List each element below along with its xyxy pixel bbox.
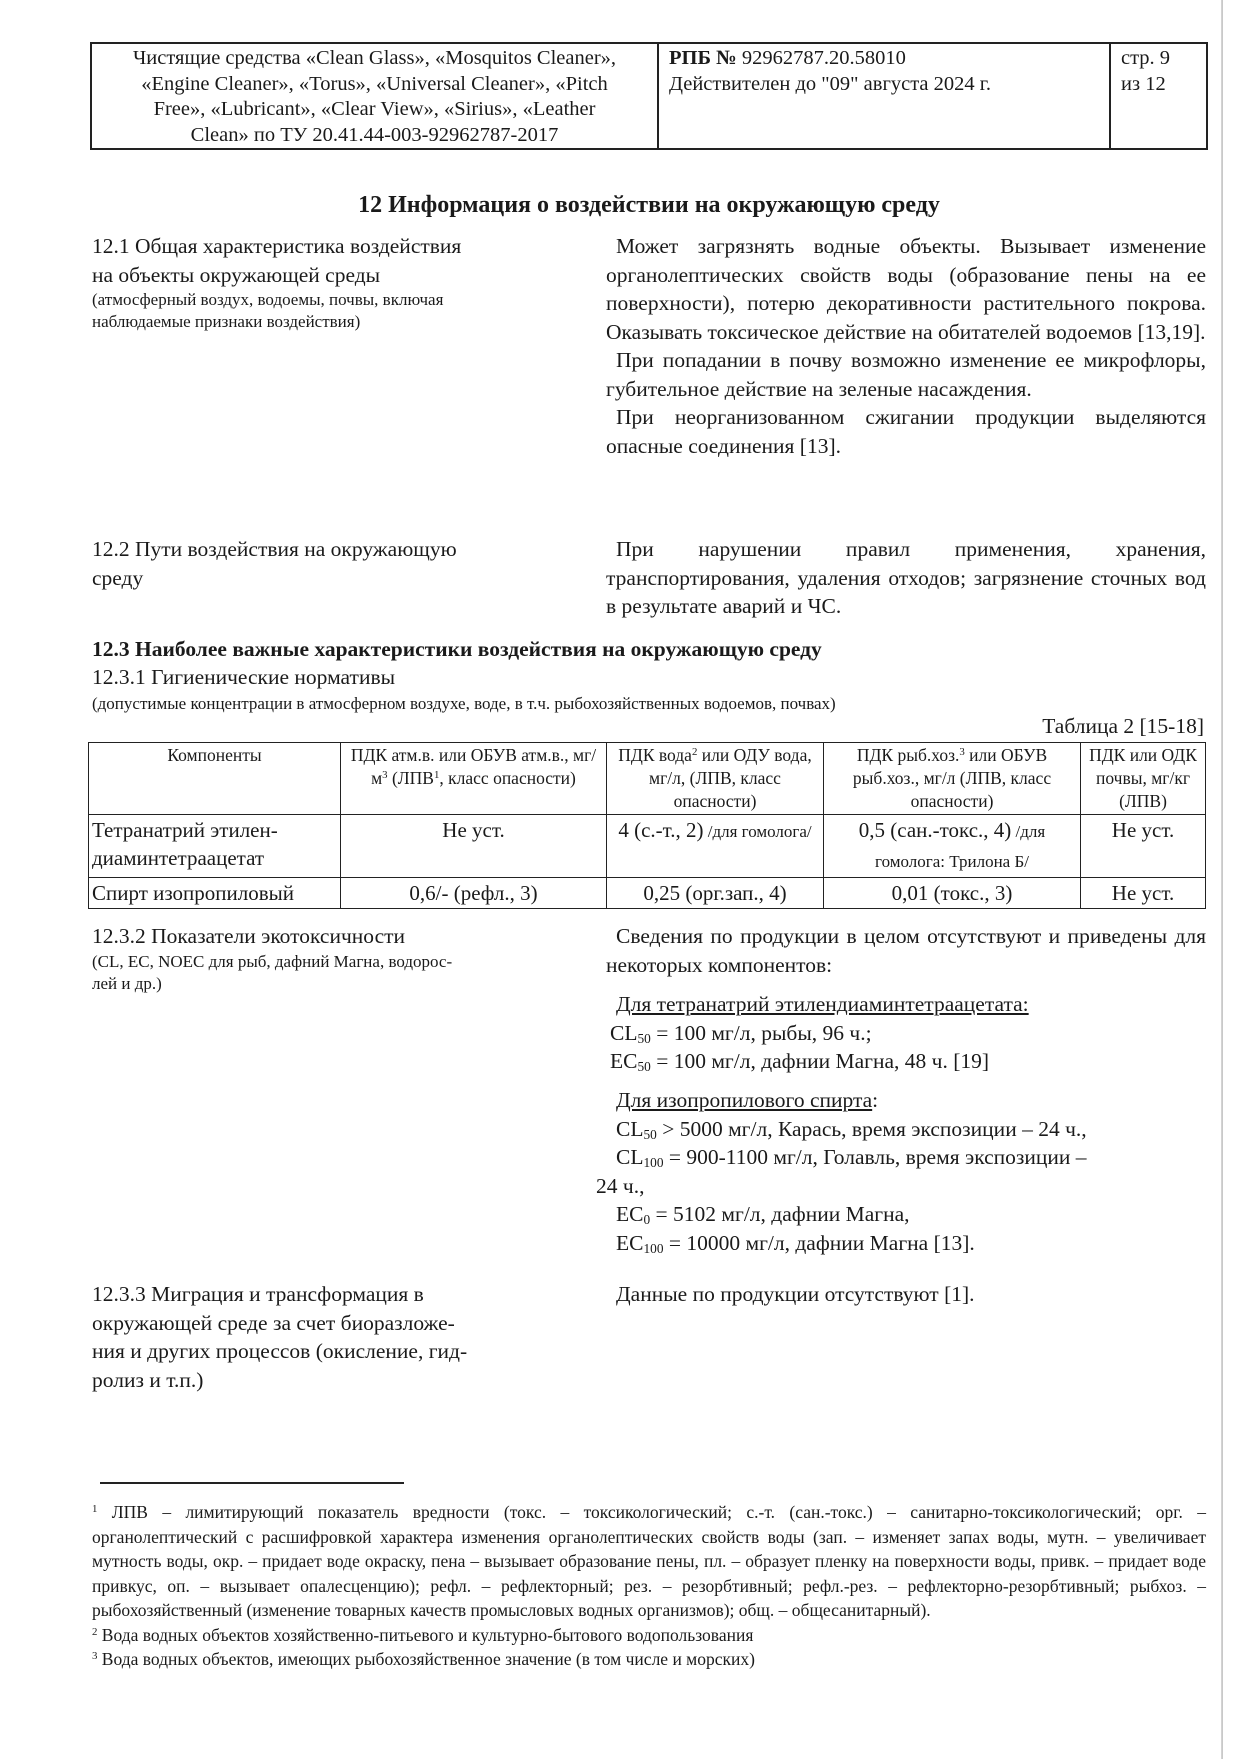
hygiene-standards-table bbox=[88, 742, 1206, 909]
col-header-text: ПДК вода bbox=[618, 745, 692, 765]
table-row bbox=[89, 878, 1206, 909]
page-current: стр. 9 bbox=[1121, 47, 1171, 69]
cell-water bbox=[607, 815, 824, 878]
s12-1-paragraph: При попадании в почву возможно изменение ее микрофлоры, губительное действие на зеленые насаждения. bbox=[606, 348, 1206, 401]
scan-edge-line bbox=[1221, 0, 1223, 1759]
s12-3-3-line: ролиз и т.п.) bbox=[92, 1367, 204, 1392]
cell-soil: Не уст. bbox=[1081, 878, 1206, 909]
col-header-text: или ОБУВ рыб.хоз., мг/л (ЛПВ, класс опасности) bbox=[852, 745, 1052, 811]
metric-text: = 100 мг/л, дафнии Магна, 48 ч. [19] bbox=[650, 1049, 990, 1073]
s12-3-title: 12.3 Наиболее важные характеристики воздействия на окружающую среду bbox=[92, 637, 822, 661]
cell-component: Тетранатрий этилен-диаминтетраацетат bbox=[89, 815, 341, 878]
s12-1-paragraph: Может загрязнять водные объекты. Вызывает изменение органолептических свойств воды (образование пены на ее поверхности), потерю декоративности растительного покрова. Оказывать токсическое действие на обитателей водоемов [13,19]. bbox=[606, 234, 1206, 344]
cell-water: 0,25 (орг.зап., 4) bbox=[607, 878, 824, 909]
metric-sub: 50 bbox=[637, 1030, 651, 1046]
cell-note: /для гомолога: Трилона Б/ bbox=[875, 822, 1046, 871]
cell-note: /для гомолога/ bbox=[703, 822, 812, 841]
rpb-line bbox=[669, 46, 1109, 72]
page-total: из 12 bbox=[1121, 72, 1166, 95]
metric-sub: 100 bbox=[643, 1240, 664, 1256]
col-header-text: , класс опасности) bbox=[439, 768, 576, 788]
cell-component: Спирт изопропиловый bbox=[89, 878, 341, 909]
metric-sub: 0 bbox=[643, 1211, 651, 1227]
ipa-line bbox=[596, 1200, 1216, 1229]
col-header-soil bbox=[1081, 743, 1206, 815]
s12-3-2-label bbox=[92, 922, 552, 995]
col-header-text: Компоненты bbox=[167, 745, 262, 765]
edta-heading: Для тетранатрий этилендиаминтетраацетата: bbox=[616, 992, 1029, 1016]
valid-until: Действителен до "09" августа 2024 г. bbox=[669, 72, 991, 95]
table-caption: Таблица 2 [15-18] bbox=[1042, 714, 1204, 738]
edta-line bbox=[606, 1019, 1206, 1048]
metric-text: = 5102 мг/л, дафнии Магна, bbox=[650, 1202, 910, 1226]
metric-base: CL bbox=[616, 1145, 644, 1169]
col-header-fishery bbox=[824, 743, 1081, 815]
cell-air: Не уст. bbox=[341, 815, 607, 878]
s12-3-3-text: Данные по продукции отсутствуют [1]. bbox=[616, 1282, 975, 1306]
footnote-ref: 2 bbox=[691, 746, 698, 759]
metric-base: CL bbox=[616, 1116, 644, 1141]
s12-3-2-intro: Сведения по продукции в целом отсутствуют и приведены для некоторых компонентов: bbox=[606, 924, 1206, 977]
footnote-mark: 2 bbox=[92, 1625, 98, 1638]
cell-fishery: 0,01 (токс., 3) bbox=[824, 878, 1081, 909]
metric-text: = 900-1100 мг/л, Голавль, время экспозиции – bbox=[663, 1145, 1087, 1169]
footnote-mark: 3 bbox=[92, 1650, 98, 1663]
s12-1-note: (атмосферный воздух, водоемы, почвы, включая bbox=[92, 290, 444, 309]
ipa-line bbox=[596, 1143, 1216, 1172]
metric-sub: 50 bbox=[643, 1126, 657, 1142]
rpb-number: 92962787.20.58010 bbox=[741, 47, 906, 69]
s12-2-label-line: 12.2 Пути воздействия на окружающую bbox=[92, 537, 457, 561]
s12-3-1-note: (допустимые концентрации в атмосферном воздухе, воде, в т.ч. рыбохозяйственных водоемов, почвах) bbox=[92, 694, 836, 713]
s12-3-1-title: 12.3.1 Гигиенические нормативы bbox=[92, 665, 396, 689]
cell-fishery bbox=[824, 815, 1081, 878]
s12-3-3-line: окружающей среде за счет биоразложе- bbox=[92, 1310, 455, 1335]
footnote-ref: 3 bbox=[959, 746, 965, 759]
header-product-line: Чистящие средства «Clean Glass», «Mosquitos Cleaner», bbox=[132, 47, 617, 69]
metric-base: EC bbox=[610, 1049, 638, 1073]
cell-air: 0,6/- (рефл., 3) bbox=[341, 878, 607, 909]
s12-1-label bbox=[92, 232, 552, 333]
cell-soil: Не уст. bbox=[1081, 815, 1206, 878]
footnote-text: Вода водных объектов, имеющих рыбохозяйственное значение (в том числе и морских) bbox=[97, 1649, 755, 1669]
footnote-3 bbox=[92, 1647, 1206, 1672]
ipa-line bbox=[596, 1115, 1216, 1144]
col-header-components bbox=[89, 743, 341, 815]
edta-block bbox=[606, 990, 1206, 1076]
s12-3-2-note: (CL, EC, NOEC для рыб, дафний Магна, водорос- bbox=[92, 951, 453, 971]
metric-text: = 100 мг/л, рыбы, 96 ч.; bbox=[650, 1020, 872, 1045]
cell-value: 0,5 (сан.-токс., 4) bbox=[858, 818, 1012, 842]
s12-2-label-line: среду bbox=[92, 565, 144, 590]
ipa-heading-suffix: : bbox=[872, 1088, 879, 1112]
metric-base: EC bbox=[616, 1230, 644, 1255]
col-header-text: ПДК рыб.хоз. bbox=[856, 745, 960, 765]
col-header-air bbox=[341, 743, 607, 815]
edta-line bbox=[606, 1047, 1206, 1076]
s12-3-2-title: 12.3.2 Показатели экотоксичности bbox=[92, 924, 406, 948]
rpb-label: РПБ № bbox=[669, 47, 737, 69]
ipa-heading: Для изопропилового спирта bbox=[616, 1088, 873, 1112]
cell-value: 4 (с.-т., 2) bbox=[618, 818, 704, 842]
col-header-text: (ЛПВ bbox=[387, 768, 434, 788]
metric-sub: 50 bbox=[637, 1058, 651, 1074]
document-header bbox=[90, 42, 1208, 150]
ipa-line bbox=[596, 1229, 1216, 1258]
metric-text: 24 ч., bbox=[596, 1173, 645, 1198]
s12-3-3-label bbox=[92, 1280, 552, 1394]
footnote-divider bbox=[100, 1482, 404, 1484]
s12-3-2-note: лей и др.) bbox=[92, 973, 162, 993]
footnote-ref: 1 bbox=[433, 769, 440, 782]
s12-3-3-line: ния и других процессов (окисление, гид- bbox=[92, 1339, 468, 1363]
header-product-line: «Engine Cleaner», «Torus», «Universal Cleaner», «Pitch bbox=[141, 72, 608, 95]
footnotes bbox=[92, 1500, 1206, 1672]
col-header-text: или ОДУ вода, мг/л, (ЛПВ, класс опасности) bbox=[649, 745, 812, 811]
s12-3-3-line: 12.3.3 Миграция и трансформация в bbox=[92, 1282, 424, 1306]
footnote-mark: 1 bbox=[92, 1503, 98, 1516]
metric-text: > 5000 мг/л, Карась, время экспозиции – 24 ч., bbox=[656, 1116, 1087, 1141]
section-title: 12 Информация о воздействии на окружающую среду bbox=[358, 192, 940, 218]
metric-sub: 100 bbox=[643, 1154, 664, 1170]
footnote-text: ЛПВ – лимитирующий показатель вредности (токс. – токсикологический; с.-т. (сан.-токс.) – санитарно-токсикологический; орг. – органолептический с расшифровкой характера изменения органолептических свойств воды (зап. – изменяет запах воды, мутн. – увеличивает мутность воды, окр. – придает воде окраску, пена – вызывает образование пены, пл. – образует пленку на поверхности воды, привк. – придает воде привкус, оп. – вызывает опалесценцию); рефл. – рефлекторный; рез. – резорбтивный; рефл.-рез. – рефлекторно-резорбтивный; рыбхоз. – рыбохозяйственный (изменение товарных качеств промысловых водных организмов); общ. – общесанитарный). bbox=[92, 1502, 1206, 1620]
superscript: 3 bbox=[382, 769, 388, 782]
s12-1-label-line: 12.1 Общая характеристика воздействия bbox=[92, 234, 462, 258]
header-page-number bbox=[1111, 44, 1206, 148]
table-header-row bbox=[89, 743, 1206, 815]
metric-base: EC bbox=[616, 1202, 644, 1226]
table-row bbox=[89, 815, 1206, 878]
header-registration bbox=[659, 44, 1111, 148]
s12-2-label bbox=[92, 535, 552, 592]
s12-1-paragraph: При неорганизованном сжигании продукции выделяются опасные соединения [13]. bbox=[606, 405, 1206, 458]
col-header-water bbox=[607, 743, 824, 815]
metric-base: CL bbox=[610, 1020, 638, 1045]
footnote-1 bbox=[92, 1500, 1206, 1623]
ipa-block bbox=[596, 1086, 1216, 1257]
s12-2-text: При нарушении правил применения, хранения, транспортирования, удаления отходов; загрязнение сточных вод в результате аварий и ЧС. bbox=[606, 537, 1206, 618]
header-product-line: Free», «Lubricant», «Clear View», «Sirius», «Leather bbox=[153, 98, 596, 120]
col-header-text: ПДК атм.в. или ОБУВ атм.в., мг/м bbox=[350, 745, 597, 788]
s12-1-note: наблюдаемые признаки воздействия) bbox=[92, 312, 361, 331]
footnote-text: Вода водных объектов хозяйственно-питьевого и культурно-бытового водопользования bbox=[97, 1624, 754, 1645]
s12-1-label-line: на объекты окружающей среды bbox=[92, 262, 381, 287]
ipa-line bbox=[596, 1172, 1216, 1201]
col-header-text: ПДК или ОДК почвы, мг/кг (ЛПВ) bbox=[1089, 745, 1197, 811]
metric-text: = 10000 мг/л, дафнии Магна [13]. bbox=[663, 1230, 975, 1255]
header-product-line: Clean» по ТУ 20.41.44-003-92962787-2017 bbox=[190, 123, 559, 146]
footnote-2 bbox=[92, 1623, 1206, 1648]
s12-1-text bbox=[606, 232, 1206, 460]
header-product-names bbox=[92, 44, 659, 148]
